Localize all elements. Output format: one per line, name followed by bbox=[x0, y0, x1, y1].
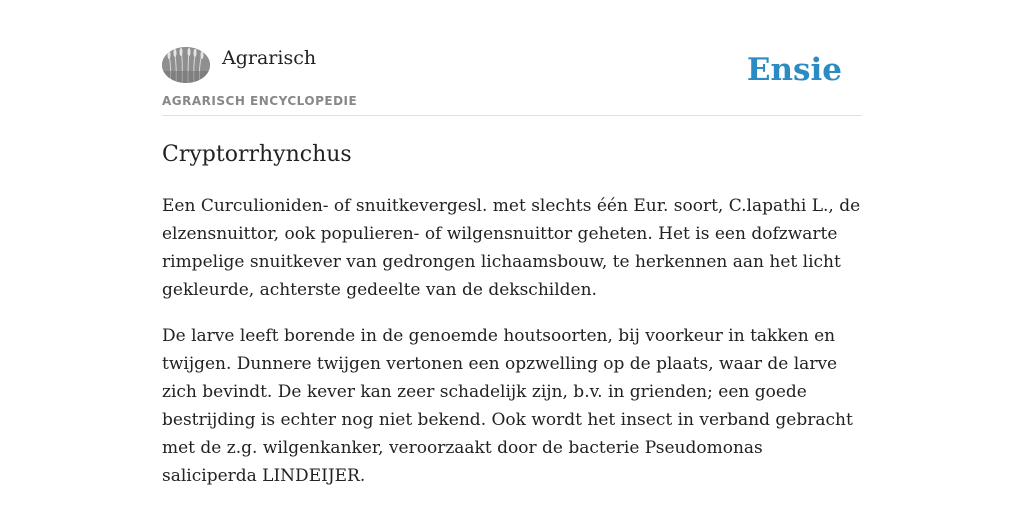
article-paragraph: Een Curculioniden- of snuitkevergesl. met slechts één Eur. soort, C.lapathi L., de elzensnuittor, ook populieren- of wilgensnuittor geheten. Het is een dofzwarte rimpelige snuitkever van gedrongen lichaamsbouw, te herkennen aan het licht gekleurde, achterste gedeelte van de dekschilden. bbox=[162, 196, 861, 300]
page bbox=[162, 0, 862, 486]
article-title: Cryptorrhynchus bbox=[162, 142, 352, 167]
article-paragraph: De larve leeft borende in de genoemde houtsoorten, bij voorkeur in takken en twijgen. Dunnere twijgen vertonen een opzwelling op de plaats, waar de larve zich bevindt. De kever kan zeer schadelijk zijn, b.v. in grienden; een goede bestrijding is echter nog niet bekend. Ook wordt het insect in verband gebracht met de z.g. wilgenkanker, veroorzaakt door de bacterie Pseudomonas saliciperda LINDEIJER. bbox=[162, 326, 853, 486]
site-name[interactable]: Agrarisch bbox=[222, 47, 317, 69]
wheat-field-icon[interactable] bbox=[162, 47, 210, 83]
site-subtitle: AGRARISCH ENCYCLOPEDIE bbox=[162, 94, 358, 108]
article-body bbox=[162, 192, 862, 508]
header bbox=[162, 0, 862, 116]
ensie-logo-link[interactable]: Ensie bbox=[746, 52, 842, 88]
